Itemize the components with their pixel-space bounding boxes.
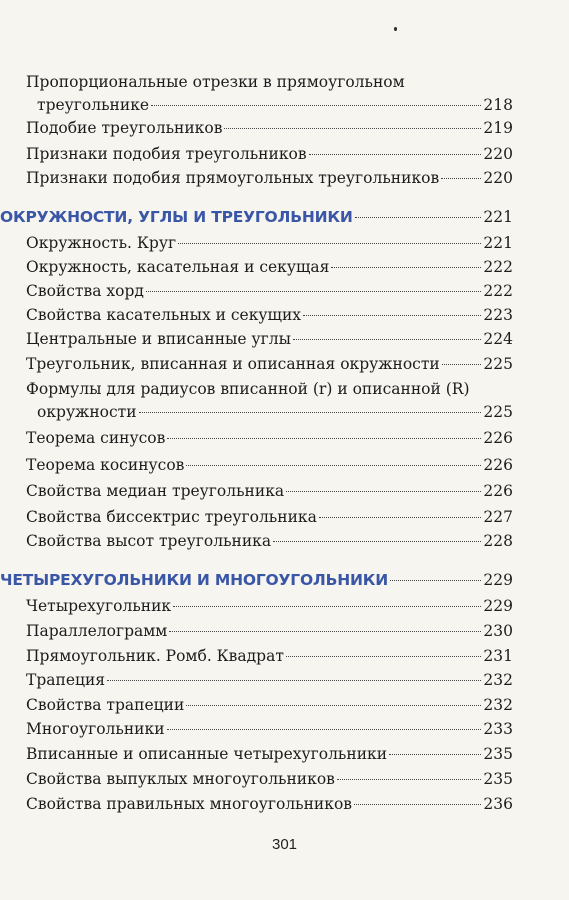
page-number: 301 bbox=[271, 836, 298, 853]
toc-entry-page: 220 bbox=[483, 169, 513, 187]
section-page: 229 bbox=[483, 571, 513, 589]
toc-entry-page: 231 bbox=[483, 647, 513, 665]
toc-entry-title: Четырехугольник bbox=[26, 597, 172, 615]
leader-dots bbox=[107, 680, 481, 681]
toc-entry bbox=[26, 595, 513, 618]
leader-dots bbox=[441, 178, 481, 179]
toc-section bbox=[0, 569, 513, 592]
toc-entry bbox=[26, 530, 513, 553]
section-title: ЧЕТЫРЕХУГОЛЬНИКИ И МНОГОУГОЛЬНИКИ bbox=[0, 571, 388, 589]
toc-entry bbox=[26, 353, 513, 376]
toc-entry bbox=[26, 620, 513, 643]
toc-entry-page: 220 bbox=[483, 145, 513, 163]
toc-entry bbox=[26, 427, 513, 450]
toc-entry-page: 224 bbox=[483, 330, 513, 348]
toc-entry bbox=[26, 718, 513, 741]
toc-entry-title: Треугольник, вписанная и описанная окружности bbox=[26, 355, 440, 373]
toc-entry-title: Свойства правильных многоугольников bbox=[26, 795, 353, 813]
leader-dots bbox=[442, 364, 482, 365]
toc-entry-title: Признаки подобия треугольников bbox=[26, 145, 307, 163]
toc-entry bbox=[26, 256, 513, 279]
leader-dots bbox=[167, 438, 481, 439]
toc-entry bbox=[26, 304, 513, 327]
toc-entry-page: 226 bbox=[483, 429, 513, 447]
toc-entry-title: Прямоугольник. Ромб. Квадрат bbox=[26, 647, 284, 665]
toc-entry bbox=[26, 645, 513, 668]
toc-entry-title: Свойства выпуклых многоугольников bbox=[26, 770, 335, 788]
toc-section bbox=[0, 206, 513, 229]
leader-dots bbox=[173, 606, 481, 607]
toc-entry bbox=[26, 743, 513, 766]
toc-entry-page: 222 bbox=[483, 282, 513, 300]
leader-dots bbox=[186, 465, 481, 466]
toc-entry-title-cont: окружности bbox=[37, 403, 137, 421]
toc-entry-title: Свойства биссектрис треугольника bbox=[26, 508, 317, 526]
toc-entry-title: Теорема синусов bbox=[26, 429, 166, 447]
toc-entry bbox=[26, 117, 513, 140]
leader-dots bbox=[331, 267, 481, 268]
toc-entry bbox=[26, 378, 513, 424]
toc-entry-page: 225 bbox=[483, 355, 513, 373]
toc-entry bbox=[26, 694, 513, 717]
toc-entry-page: 235 bbox=[483, 745, 513, 763]
toc-entry bbox=[26, 167, 513, 190]
toc-entry-page: 221 bbox=[483, 234, 513, 252]
toc-entry bbox=[26, 143, 513, 166]
toc-entry bbox=[26, 232, 513, 255]
toc-entry-title: Формулы для радиусов вписанной (r) и описанной (R) bbox=[26, 380, 470, 398]
toc-entry-title: Свойства медиан треугольника bbox=[26, 482, 285, 500]
leader-dots bbox=[286, 656, 481, 657]
toc-entry bbox=[26, 454, 513, 477]
toc-entry-title: Многоугольники bbox=[26, 720, 165, 738]
toc-entry-title: Свойства хорд bbox=[26, 282, 144, 300]
leader-dots bbox=[186, 705, 481, 706]
toc-entry bbox=[26, 506, 513, 529]
toc-entry-page: 235 bbox=[483, 770, 513, 788]
toc-entry-title: Свойства касательных и секущих bbox=[26, 306, 302, 324]
toc-entry-title: Подобие треугольников bbox=[26, 119, 223, 137]
toc-entry-title: Теорема косинусов bbox=[26, 456, 185, 474]
leader-dots bbox=[151, 105, 481, 106]
toc-entry-title: Пропорциональные отрезки в прямоугольном bbox=[26, 73, 405, 91]
leader-dots bbox=[390, 580, 481, 581]
toc-entry-page: 232 bbox=[483, 696, 513, 714]
leader-dots bbox=[389, 754, 481, 755]
toc-entry-page: 226 bbox=[483, 456, 513, 474]
toc-entry bbox=[26, 480, 513, 503]
toc-entry bbox=[26, 669, 513, 692]
toc-entry-page: 219 bbox=[483, 119, 513, 137]
toc-entry-page: 229 bbox=[483, 597, 513, 615]
leader-dots bbox=[139, 412, 482, 413]
leader-dots bbox=[167, 729, 482, 730]
toc-entry bbox=[26, 328, 513, 351]
leader-dots bbox=[293, 339, 482, 340]
section-page: 221 bbox=[483, 208, 513, 226]
toc-entry-title-cont: треугольнике bbox=[37, 96, 150, 114]
leader-dots bbox=[178, 243, 481, 244]
toc-entry-title: Признаки подобия прямоугольных треугольников bbox=[26, 169, 440, 187]
toc-entry-title: Свойства высот треугольника bbox=[26, 532, 272, 550]
leader-dots bbox=[337, 779, 482, 780]
toc-entry-page: 226 bbox=[483, 482, 513, 500]
leader-dots bbox=[354, 804, 481, 805]
toc-entry-page: 230 bbox=[483, 622, 513, 640]
toc-entry-page: 236 bbox=[483, 795, 513, 813]
toc-entry-page: 222 bbox=[483, 258, 513, 276]
section-title: ОКРУЖНОСТИ, УГЛЫ И ТРЕУГОЛЬНИКИ bbox=[0, 208, 353, 226]
toc-entry-title: Свойства трапеции bbox=[26, 696, 185, 714]
toc-entry-title: Трапеция bbox=[26, 671, 106, 689]
toc-entry bbox=[26, 768, 513, 791]
toc-entry-page: 233 bbox=[483, 720, 513, 738]
toc-entry bbox=[26, 793, 513, 816]
toc-entry-page: 227 bbox=[483, 508, 513, 526]
leader-dots bbox=[303, 315, 481, 316]
leader-dots bbox=[319, 517, 482, 518]
leader-dots bbox=[273, 541, 481, 542]
toc-entry-title: Параллелограмм bbox=[26, 622, 168, 640]
toc-entry-page: 225 bbox=[483, 403, 513, 421]
leader-dots bbox=[286, 491, 481, 492]
toc-entry bbox=[26, 71, 513, 117]
toc-entry-page: 223 bbox=[483, 306, 513, 324]
toc-entry-page: 228 bbox=[483, 532, 513, 550]
toc-entry-title: Центральные и вписанные углы bbox=[26, 330, 291, 348]
leader-dots bbox=[224, 128, 481, 129]
toc-entry-page: 218 bbox=[483, 96, 513, 114]
toc-entry bbox=[26, 280, 513, 303]
toc-entry-title: Окружность, касательная и секущая bbox=[26, 258, 330, 276]
toc-entry-title: Вписанные и описанные четырехугольники bbox=[26, 745, 388, 763]
leader-dots bbox=[309, 154, 482, 155]
ink-speck bbox=[394, 27, 397, 31]
leader-dots bbox=[169, 631, 481, 632]
leader-dots bbox=[146, 291, 481, 292]
toc-entry-page: 232 bbox=[483, 671, 513, 689]
leader-dots bbox=[355, 217, 482, 218]
toc-entry-title: Окружность. Круг bbox=[26, 234, 177, 252]
